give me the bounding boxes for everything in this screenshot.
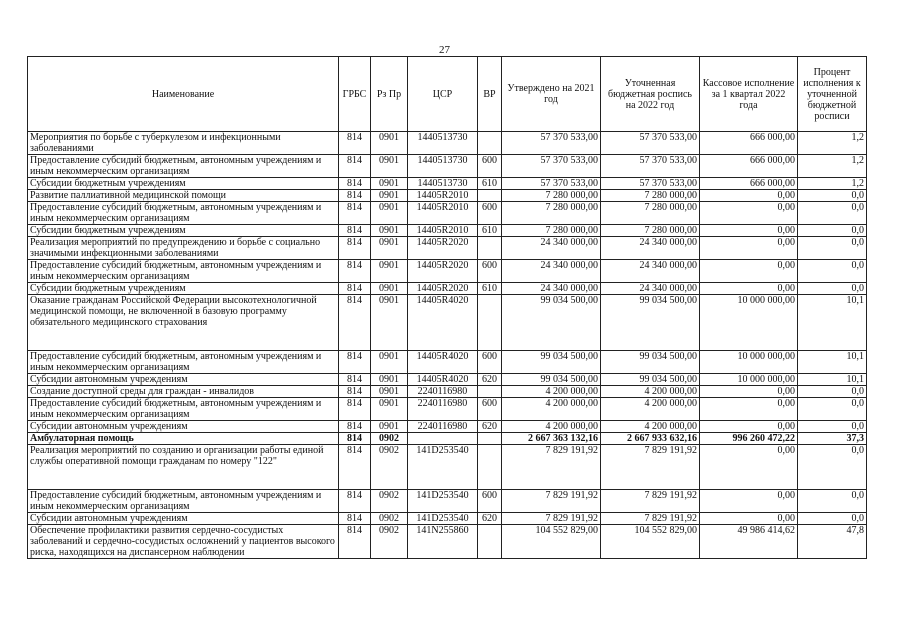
table-row	[28, 351, 867, 374]
cell-grbs: 814	[339, 132, 371, 155]
cell-approved: 24 340 000,00	[502, 260, 601, 283]
cell-grbs: 814	[339, 374, 371, 386]
cell-name: Субсидии автономным учреждениям	[28, 421, 339, 433]
cell-name: Предоставление субсидий бюджетным, автономным учреждениям и иным некоммерческим организациям	[28, 490, 339, 513]
table-row	[28, 237, 867, 260]
cell-percent: 0,0	[798, 225, 867, 237]
cell-vr	[478, 525, 502, 559]
table-row	[28, 490, 867, 513]
table-row	[28, 295, 867, 351]
cell-approved: 24 340 000,00	[502, 237, 601, 260]
cell-refined: 7 280 000,00	[601, 190, 700, 202]
cell-vr: 600	[478, 351, 502, 374]
cell-csr: 141D253540	[408, 513, 478, 525]
cell-name: Мероприятия по борьбе с туберкулезом и инфекционными заболеваниями	[28, 132, 339, 155]
cell-rzpr: 0901	[371, 283, 408, 295]
cell-name: Субсидии бюджетным учреждениям	[28, 225, 339, 237]
cell-rzpr: 0901	[371, 386, 408, 398]
cell-name: Субсидии бюджетным учреждениям	[28, 178, 339, 190]
cell-vr: 620	[478, 421, 502, 433]
cell-vr: 610	[478, 225, 502, 237]
cell-vr	[478, 445, 502, 490]
cell-percent: 1,2	[798, 178, 867, 190]
cell-refined: 57 370 533,00	[601, 178, 700, 190]
cell-grbs: 814	[339, 260, 371, 283]
cell-grbs: 814	[339, 525, 371, 559]
cell-vr: 620	[478, 513, 502, 525]
cell-grbs: 814	[339, 295, 371, 351]
cell-percent: 0,0	[798, 283, 867, 295]
header-refined: Уточненная бюджетная роспись на 2022 год	[601, 57, 700, 132]
cell-grbs: 814	[339, 445, 371, 490]
cell-rzpr: 0901	[371, 374, 408, 386]
cell-csr: 14405R2010	[408, 190, 478, 202]
cell-approved: 7 829 191,92	[502, 513, 601, 525]
table-row	[28, 132, 867, 155]
cell-csr: 14405R2020	[408, 237, 478, 260]
cell-vr	[478, 386, 502, 398]
cell-grbs: 814	[339, 225, 371, 237]
table-row	[28, 386, 867, 398]
cell-name: Обеспечение профилактики развития сердечно-сосудистых заболеваний и сердечно-сосудистых осложнений у пациентов высокого риска, находящихся на диспансерном наблюдении	[28, 525, 339, 559]
cell-grbs: 814	[339, 386, 371, 398]
cell-vr	[478, 295, 502, 351]
cell-rzpr: 0901	[371, 132, 408, 155]
table-row	[28, 398, 867, 421]
cell-rzpr: 0902	[371, 490, 408, 513]
cell-refined: 7 829 191,92	[601, 513, 700, 525]
cell-cash: 0,00	[700, 490, 798, 513]
cell-refined: 4 200 000,00	[601, 398, 700, 421]
cell-csr: 141D253540	[408, 490, 478, 513]
cell-rzpr: 0902	[371, 445, 408, 490]
cell-grbs: 814	[339, 178, 371, 190]
cell-name: Субсидии бюджетным учреждениям	[28, 283, 339, 295]
cell-refined: 7 829 191,92	[601, 490, 700, 513]
cell-rzpr: 0902	[371, 513, 408, 525]
cell-name: Реализация мероприятий по предупреждению и борьбе с социально значимыми инфекционными заболеваниями	[28, 237, 339, 260]
cell-approved: 7 280 000,00	[502, 202, 601, 225]
cell-percent: 0,0	[798, 202, 867, 225]
cell-csr: 14405R2010	[408, 225, 478, 237]
cell-grbs: 814	[339, 237, 371, 260]
cell-csr: 1440513730	[408, 155, 478, 178]
cell-approved: 7 280 000,00	[502, 190, 601, 202]
cell-name: Развитие паллиативной медицинской помощи	[28, 190, 339, 202]
cell-cash: 0,00	[700, 445, 798, 490]
cell-vr: 600	[478, 490, 502, 513]
cell-cash: 0,00	[700, 386, 798, 398]
cell-percent: 0,0	[798, 260, 867, 283]
cell-refined: 4 200 000,00	[601, 421, 700, 433]
cell-cash: 0,00	[700, 237, 798, 260]
cell-vr	[478, 190, 502, 202]
cell-refined: 99 034 500,00	[601, 295, 700, 351]
cell-name: Субсидии автономным учреждениям	[28, 374, 339, 386]
cell-name: Создание доступной среды для граждан - инвалидов	[28, 386, 339, 398]
cell-approved: 99 034 500,00	[502, 295, 601, 351]
cell-approved: 99 034 500,00	[502, 374, 601, 386]
cell-percent: 47,8	[798, 525, 867, 559]
cell-cash: 666 000,00	[700, 132, 798, 155]
cell-approved: 57 370 533,00	[502, 132, 601, 155]
cell-name: Амбулаторная помощь	[28, 433, 339, 445]
table-header-row	[28, 57, 867, 132]
cell-percent: 37,3	[798, 433, 867, 445]
cell-csr: 1440513730	[408, 178, 478, 190]
table-row	[28, 421, 867, 433]
cell-cash: 0,00	[700, 202, 798, 225]
table-row	[28, 433, 867, 445]
table-row	[28, 374, 867, 386]
cell-csr: 14405R2020	[408, 283, 478, 295]
table-row	[28, 260, 867, 283]
cell-percent: 10,1	[798, 295, 867, 351]
cell-percent: 1,2	[798, 155, 867, 178]
cell-percent: 10,1	[798, 351, 867, 374]
cell-name: Предоставление субсидий бюджетным, автономным учреждениям и иным некоммерческим организациям	[28, 260, 339, 283]
cell-csr: 14405R4020	[408, 295, 478, 351]
table-row	[28, 178, 867, 190]
cell-grbs: 814	[339, 155, 371, 178]
cell-grbs: 814	[339, 398, 371, 421]
cell-vr: 600	[478, 202, 502, 225]
cell-cash: 0,00	[700, 225, 798, 237]
cell-grbs: 814	[339, 202, 371, 225]
cell-rzpr: 0902	[371, 433, 408, 445]
cell-refined: 4 200 000,00	[601, 386, 700, 398]
cell-refined: 2 667 933 632,16	[601, 433, 700, 445]
header-grbs: ГРБС	[339, 57, 371, 132]
cell-percent: 0,0	[798, 398, 867, 421]
cell-percent: 0,0	[798, 490, 867, 513]
cell-name: Реализация мероприятий по созданию и организации работы единой службы оперативной помощи гражданам по номеру "122"	[28, 445, 339, 490]
table-row	[28, 155, 867, 178]
cell-vr	[478, 132, 502, 155]
cell-percent: 1,2	[798, 132, 867, 155]
cell-grbs: 814	[339, 513, 371, 525]
cell-refined: 57 370 533,00	[601, 155, 700, 178]
cell-csr: 14405R2020	[408, 260, 478, 283]
cell-percent: 0,0	[798, 190, 867, 202]
header-csr: ЦСР	[408, 57, 478, 132]
header-vr: ВР	[478, 57, 502, 132]
cell-refined: 7 280 000,00	[601, 225, 700, 237]
cell-rzpr: 0901	[371, 398, 408, 421]
cell-refined: 7 280 000,00	[601, 202, 700, 225]
cell-approved: 4 200 000,00	[502, 386, 601, 398]
header-percent: Процент исполнения к уточненной бюджетной росписи	[798, 57, 867, 132]
cell-csr: 2240116980	[408, 398, 478, 421]
cell-percent: 0,0	[798, 513, 867, 525]
cell-approved: 2 667 363 132,16	[502, 433, 601, 445]
cell-name: Оказание гражданам Российской Федерации высокотехнологичной медицинской помощи, не включенной в базовую программу обязательного медицинского страхования	[28, 295, 339, 351]
header-name: Наименование	[28, 57, 339, 132]
cell-csr	[408, 433, 478, 445]
cell-csr: 14405R4020	[408, 351, 478, 374]
cell-approved: 4 200 000,00	[502, 398, 601, 421]
cell-vr: 600	[478, 155, 502, 178]
cell-vr	[478, 237, 502, 260]
table-row	[28, 513, 867, 525]
cell-name: Предоставление субсидий бюджетным, автономным учреждениям и иным некоммерческим организациям	[28, 202, 339, 225]
cell-csr: 2240116980	[408, 386, 478, 398]
budget-table	[27, 56, 867, 559]
cell-refined: 99 034 500,00	[601, 374, 700, 386]
header-rzpr: Рз Пр	[371, 57, 408, 132]
cell-rzpr: 0901	[371, 178, 408, 190]
cell-rzpr: 0901	[371, 155, 408, 178]
cell-name: Предоставление субсидий бюджетным, автономным учреждениям и иным некоммерческим организациям	[28, 398, 339, 421]
cell-refined: 99 034 500,00	[601, 351, 700, 374]
cell-cash: 0,00	[700, 283, 798, 295]
cell-approved: 4 200 000,00	[502, 421, 601, 433]
cell-rzpr: 0901	[371, 190, 408, 202]
cell-refined: 24 340 000,00	[601, 237, 700, 260]
cell-approved: 7 829 191,92	[502, 490, 601, 513]
cell-rzpr: 0901	[371, 421, 408, 433]
cell-grbs: 814	[339, 283, 371, 295]
cell-name: Предоставление субсидий бюджетным, автономным учреждениям и иным некоммерческим организациям	[28, 351, 339, 374]
table-body	[28, 132, 867, 559]
cell-vr: 610	[478, 178, 502, 190]
cell-percent: 0,0	[798, 445, 867, 490]
cell-refined: 7 829 191,92	[601, 445, 700, 490]
cell-vr	[478, 433, 502, 445]
cell-approved: 104 552 829,00	[502, 525, 601, 559]
cell-approved: 24 340 000,00	[502, 283, 601, 295]
cell-csr: 141D253540	[408, 445, 478, 490]
cell-cash: 0,00	[700, 398, 798, 421]
table-row	[28, 445, 867, 490]
page-number: 27	[439, 44, 450, 56]
table-row	[28, 525, 867, 559]
cell-rzpr: 0901	[371, 295, 408, 351]
cell-approved: 7 280 000,00	[502, 225, 601, 237]
cell-name: Субсидии автономным учреждениям	[28, 513, 339, 525]
cell-cash: 666 000,00	[700, 178, 798, 190]
cell-cash: 10 000 000,00	[700, 295, 798, 351]
cell-percent: 10,1	[798, 374, 867, 386]
cell-percent: 0,0	[798, 237, 867, 260]
header-approved: Утверждено на 2021 год	[502, 57, 601, 132]
cell-refined: 24 340 000,00	[601, 283, 700, 295]
cell-cash: 49 986 414,62	[700, 525, 798, 559]
cell-rzpr: 0901	[371, 237, 408, 260]
table-row	[28, 202, 867, 225]
cell-vr: 610	[478, 283, 502, 295]
cell-name: Предоставление субсидий бюджетным, автономным учреждениям и иным некоммерческим организациям	[28, 155, 339, 178]
cell-percent: 0,0	[798, 386, 867, 398]
table-row	[28, 225, 867, 237]
cell-csr: 14405R4020	[408, 374, 478, 386]
cell-refined: 104 552 829,00	[601, 525, 700, 559]
cell-vr: 600	[478, 260, 502, 283]
cell-rzpr: 0901	[371, 260, 408, 283]
cell-csr: 14405R2010	[408, 202, 478, 225]
cell-cash: 0,00	[700, 513, 798, 525]
cell-approved: 57 370 533,00	[502, 155, 601, 178]
cell-grbs: 814	[339, 190, 371, 202]
cell-rzpr: 0901	[371, 202, 408, 225]
table-row	[28, 190, 867, 202]
cell-cash: 0,00	[700, 260, 798, 283]
cell-grbs: 814	[339, 351, 371, 374]
cell-cash: 666 000,00	[700, 155, 798, 178]
cell-vr: 600	[478, 398, 502, 421]
cell-grbs: 814	[339, 421, 371, 433]
cell-cash: 10 000 000,00	[700, 351, 798, 374]
cell-grbs: 814	[339, 490, 371, 513]
cell-approved: 7 829 191,92	[502, 445, 601, 490]
cell-cash: 10 000 000,00	[700, 374, 798, 386]
cell-cash: 0,00	[700, 421, 798, 433]
cell-rzpr: 0901	[371, 351, 408, 374]
table-row	[28, 283, 867, 295]
cell-cash: 0,00	[700, 190, 798, 202]
cell-refined: 24 340 000,00	[601, 260, 700, 283]
cell-csr: 1440513730	[408, 132, 478, 155]
cell-approved: 57 370 533,00	[502, 178, 601, 190]
cell-rzpr: 0902	[371, 525, 408, 559]
cell-cash: 996 260 472,22	[700, 433, 798, 445]
header-cash: Кассовое исполнение за 1 квартал 2022 года	[700, 57, 798, 132]
cell-percent: 0,0	[798, 421, 867, 433]
cell-approved: 99 034 500,00	[502, 351, 601, 374]
cell-vr: 620	[478, 374, 502, 386]
cell-csr: 141N255860	[408, 525, 478, 559]
cell-refined: 57 370 533,00	[601, 132, 700, 155]
cell-rzpr: 0901	[371, 225, 408, 237]
cell-csr: 2240116980	[408, 421, 478, 433]
cell-grbs: 814	[339, 433, 371, 445]
